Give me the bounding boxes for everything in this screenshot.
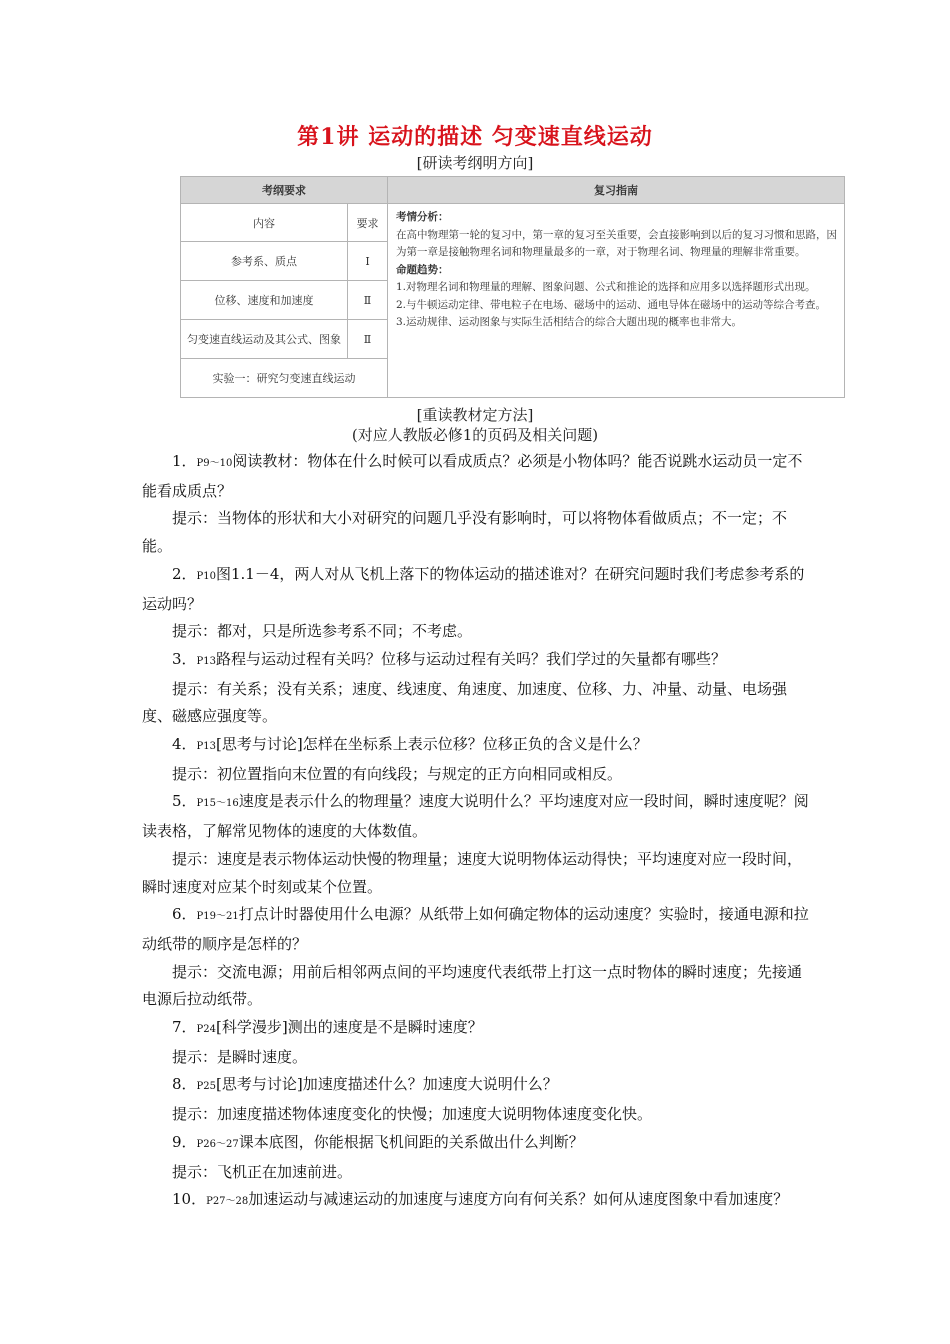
question-number: 2． (172, 564, 197, 583)
question (142, 731, 810, 761)
question (142, 901, 810, 958)
trend-item: 1.对物理名词和物理量的理解、图象问题、公式和推论的选择和应用多以选择题形式出现。 (396, 281, 816, 293)
page-reference: P19～21 (196, 911, 239, 923)
question (142, 646, 810, 676)
page-reference: P13 (196, 741, 216, 753)
analysis-title: 考情分析： (396, 211, 449, 223)
answer-hint: 提示：初位置指向末位置的有向线段；与规定的正方向相同或相反。 (172, 764, 623, 783)
question (142, 1129, 810, 1159)
question-text: 路程与运动过程有关吗？位移与运动过程有关吗？我们学过的矢量都有哪些？ (216, 649, 727, 668)
question (142, 788, 810, 845)
answer-hint: 提示：飞机正在加速前进。 (172, 1162, 353, 1181)
answer-hint: 提示：都对，只是所选参考系不同；不考虑。 (172, 622, 473, 641)
question-number: 1． (172, 452, 197, 470)
answer-hint: 提示：当物体的形状和大小对研究的问题几乎没有影响时，可以将物体看做质点；不一定；不能。 (142, 509, 788, 556)
question-number: 8． (172, 1075, 197, 1094)
page-reference: P24 (196, 1024, 216, 1036)
page-reference: P13 (196, 655, 216, 667)
row-requirement: Ⅱ (348, 281, 388, 320)
page-title: 第1讲 运动的描述 匀变速直线运动 (297, 124, 653, 150)
question-number: 6． (172, 905, 197, 924)
row-content: 实验一：研究匀变速直线运动 (181, 359, 388, 398)
question-text: 图1.1－4，两人对从飞机上落下的物体运动的描述谁对？在研究问题时我们考虑参考系的运动吗？ (142, 564, 805, 613)
section-heading-textbook: [重读教材定方法] (416, 406, 534, 424)
trend-title: 命题趋势： (396, 263, 449, 276)
col-content: 内容 (181, 204, 348, 242)
question-list (142, 448, 810, 1216)
row-content: 位移、速度和加速度 (181, 281, 348, 320)
page-reference: P25 (196, 1081, 216, 1093)
answer-hint: 提示：是瞬时速度。 (172, 1047, 308, 1066)
question (142, 1186, 810, 1216)
question (142, 561, 810, 618)
answer-hint: 提示：交流电源；用前后相邻两点间的平均速度代表纸带上打这一点时物体的瞬时速度；先接通电源后拉动纸带。 (142, 962, 803, 1009)
question-number: 10． (172, 1190, 207, 1209)
question (142, 1071, 810, 1101)
question-number: 4． (172, 735, 197, 754)
answer-hint: 提示：加速度描述物体速度变化的快慢；加速度大说明物体速度变化快。 (172, 1105, 653, 1124)
question-text: 课本底图，你能根据飞机间距的关系做出什么判断？ (238, 1132, 584, 1151)
trend-item: 3.运动规律、运动图象与实际生活相结合的综合大题出现的概率也非常大。 (396, 316, 743, 328)
page-reference: P15～16 (196, 798, 239, 810)
col-requirement: 要求 (348, 204, 388, 242)
page-reference: P9～10 (196, 458, 233, 469)
section-heading-syllabus: [研读考纲明方向] (416, 154, 534, 172)
question-number: 7． (172, 1018, 197, 1037)
question-number: 5． (172, 792, 197, 811)
answer-hint: 提示：有关系；没有关系；速度、线速度、角速度、加速度、位移、力、冲量、动量、电场强度、磁感应强度等。 (142, 679, 788, 726)
answer-hint: 提示：速度是表示物体运动快慢的物理量；速度大说明物体运动得快；平均速度对应一段时间，瞬时速度对应某个时刻或某个位置。 (142, 849, 803, 896)
row-content: 匀变速直线运动及其公式、图象 (181, 320, 348, 359)
question-text: [思考与讨论]怎样在坐标系上表示位移？位移正负的含义是什么？ (216, 735, 648, 754)
question-number: 3． (172, 649, 197, 668)
question-text: [科学漫步]测出的速度是不是瞬时速度？ (216, 1018, 483, 1037)
analysis-text: 在高中物理第一轮的复习中，第一章的复习至关重要，会直接影响到以后的复习习惯和思路，因为第一章是接触物理名词和物理量最多的一章，对于物理名词、物理量的理解非常重要。 (396, 228, 837, 258)
question (142, 1014, 810, 1044)
review-guide (388, 204, 845, 398)
page-reference: P26～27 (196, 1138, 239, 1150)
question-text: 打点计时器使用什么电源？从纸带上如何确定物体的运动速度？实验时，接通电源和拉动纸带的顺序是怎样的？ (142, 905, 809, 953)
section-subheading: (对应人教版必修1的页码及相关问题) (351, 426, 599, 444)
trend-item: 2.与牛顿运动定律、带电粒子在电场、磁场中的运动、通电导体在磁场中的运动等综合考查。 (396, 298, 827, 311)
row-requirement: Ⅰ (348, 242, 388, 281)
question-text: [思考与讨论]加速度描述什么？加速度大说明什么？ (216, 1075, 558, 1094)
question-text: 阅读教材：物体在什么时候可以看成质点？必须是小物体吗？能否说跳水运动员一定不能看成质点？ (142, 452, 803, 500)
page-reference: P27～28 (206, 1196, 249, 1208)
question-text: 加速运动与减速运动的加速度与速度方向有何关系？如何从速度图象中看加速度？ (248, 1190, 789, 1209)
row-requirement: Ⅱ (348, 320, 388, 359)
question (142, 448, 810, 505)
header-guide: 复习指南 (388, 177, 845, 204)
question-text: 速度是表示什么的物理量？速度大说明什么？平均速度对应一段时间，瞬时速度呢？阅读表格，了解常见物体的速度的大体数值。 (142, 792, 809, 841)
header-syllabus: 考纲要求 (181, 177, 388, 204)
question-number: 9． (172, 1132, 197, 1151)
row-content: 参考系、质点 (181, 242, 348, 281)
syllabus-table (180, 176, 845, 398)
page-reference: P10 (196, 570, 216, 582)
